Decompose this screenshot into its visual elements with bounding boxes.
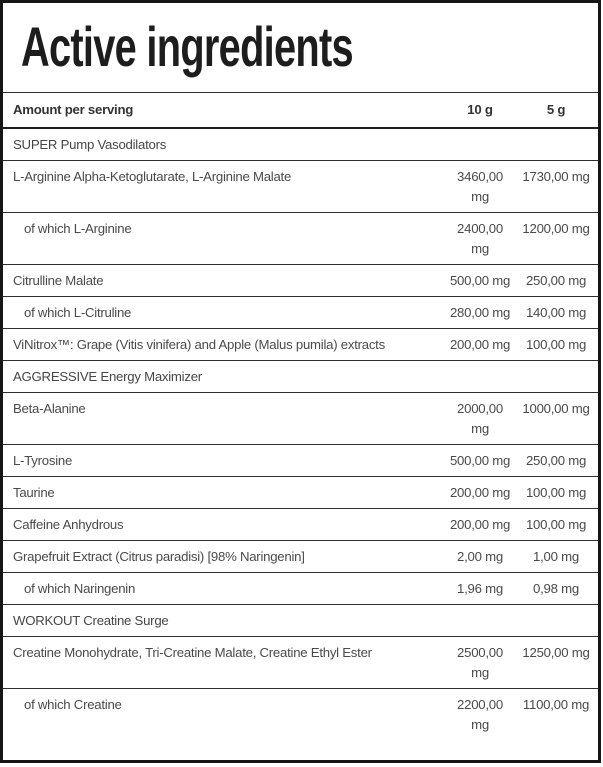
amount-10g: 280,00 mg xyxy=(446,297,514,329)
amount-5g: 1,00 mg xyxy=(514,541,598,573)
amount-10g: 2,00 mg xyxy=(446,541,514,573)
table-row xyxy=(3,445,598,477)
section-label: SUPER Pump Vasodilators xyxy=(3,128,598,161)
amount-5g: 1000,00 mg xyxy=(514,393,598,445)
table-body xyxy=(3,128,598,740)
amount-5g: 1730,00 mg xyxy=(514,161,598,213)
table-row xyxy=(3,213,598,265)
amount-5g: 140,00 mg xyxy=(514,297,598,329)
ingredient-label: Beta-Alanine xyxy=(3,393,446,445)
amount-5g: 100,00 mg xyxy=(514,329,598,361)
ingredient-label: Caffeine Anhydrous xyxy=(3,509,446,541)
ingredient-label: Citrulline Malate xyxy=(3,265,446,297)
ingredient-label: Taurine xyxy=(3,477,446,509)
page-title: Active ingredients xyxy=(21,15,353,78)
amount-5g: 1250,00 mg xyxy=(514,637,598,689)
table-row xyxy=(3,393,598,445)
amount-5g: 100,00 mg xyxy=(514,509,598,541)
header-serving-5g: 5 g xyxy=(514,93,598,129)
ingredient-label: of which L-Arginine xyxy=(3,213,446,265)
ingredient-label: L-Arginine Alpha-Ketoglutarate, L-Arginine Malate xyxy=(3,161,446,213)
section-row xyxy=(3,605,598,637)
ingredient-label: Creatine Monohydrate, Tri-Creatine Malate, Creatine Ethyl Ester xyxy=(3,637,446,689)
amount-10g: 2400,00 mg xyxy=(446,213,514,265)
amount-5g: 250,00 mg xyxy=(514,445,598,477)
amount-5g: 1200,00 mg xyxy=(514,213,598,265)
amount-10g: 200,00 mg xyxy=(446,509,514,541)
ingredient-label: L-Tyrosine xyxy=(3,445,446,477)
amount-5g: 100,00 mg xyxy=(514,477,598,509)
section-row xyxy=(3,361,598,393)
ingredient-label: of which Creatine xyxy=(24,697,122,712)
section-label: WORKOUT Creatine Surge xyxy=(3,605,598,637)
amount-10g: 1,96 mg xyxy=(446,573,514,605)
amount-10g: 200,00 mg xyxy=(446,477,514,509)
table-row xyxy=(3,573,598,605)
amount-5g: 0,98 mg xyxy=(514,573,598,605)
table-row xyxy=(3,161,598,213)
table-row xyxy=(3,329,598,361)
amount-10g: 500,00 mg xyxy=(446,445,514,477)
ingredient-label: of which Naringenin xyxy=(3,573,446,605)
header-serving-10g: 10 g xyxy=(446,93,514,129)
amount-10g: 2200,00 mg xyxy=(457,697,503,732)
table-row xyxy=(3,477,598,509)
section-label: AGGRESSIVE Energy Maximizer xyxy=(3,361,598,393)
table-row xyxy=(3,297,598,329)
title-block xyxy=(3,3,598,92)
section-row xyxy=(3,128,598,161)
table-row xyxy=(3,689,598,741)
table-header-row xyxy=(3,93,598,129)
table-row xyxy=(3,509,598,541)
amount-5g: 1100,00 mg xyxy=(522,697,590,712)
ingredient-label: ViNitrox™: Grape (Vitis vinifera) and Apple (Malus pumila) extracts xyxy=(3,329,446,361)
ingredient-label: of which L-Citruline xyxy=(3,297,446,329)
amount-10g: 2500,00 mg xyxy=(446,637,514,689)
ingredients-table xyxy=(3,92,598,740)
ingredient-label: Grapefruit Extract (Citrus paradisi) [98% Naringenin] xyxy=(3,541,446,573)
amount-10g: 500,00 mg xyxy=(446,265,514,297)
amount-10g: 3460,00 mg xyxy=(446,161,514,213)
header-amount-per-serving: Amount per serving xyxy=(3,93,446,129)
amount-5g: 250,00 mg xyxy=(514,265,598,297)
table-row xyxy=(3,265,598,297)
amount-10g: 200,00 mg xyxy=(446,329,514,361)
amount-10g: 2000,00 mg xyxy=(446,393,514,445)
table-row xyxy=(3,637,598,689)
table-row xyxy=(3,541,598,573)
